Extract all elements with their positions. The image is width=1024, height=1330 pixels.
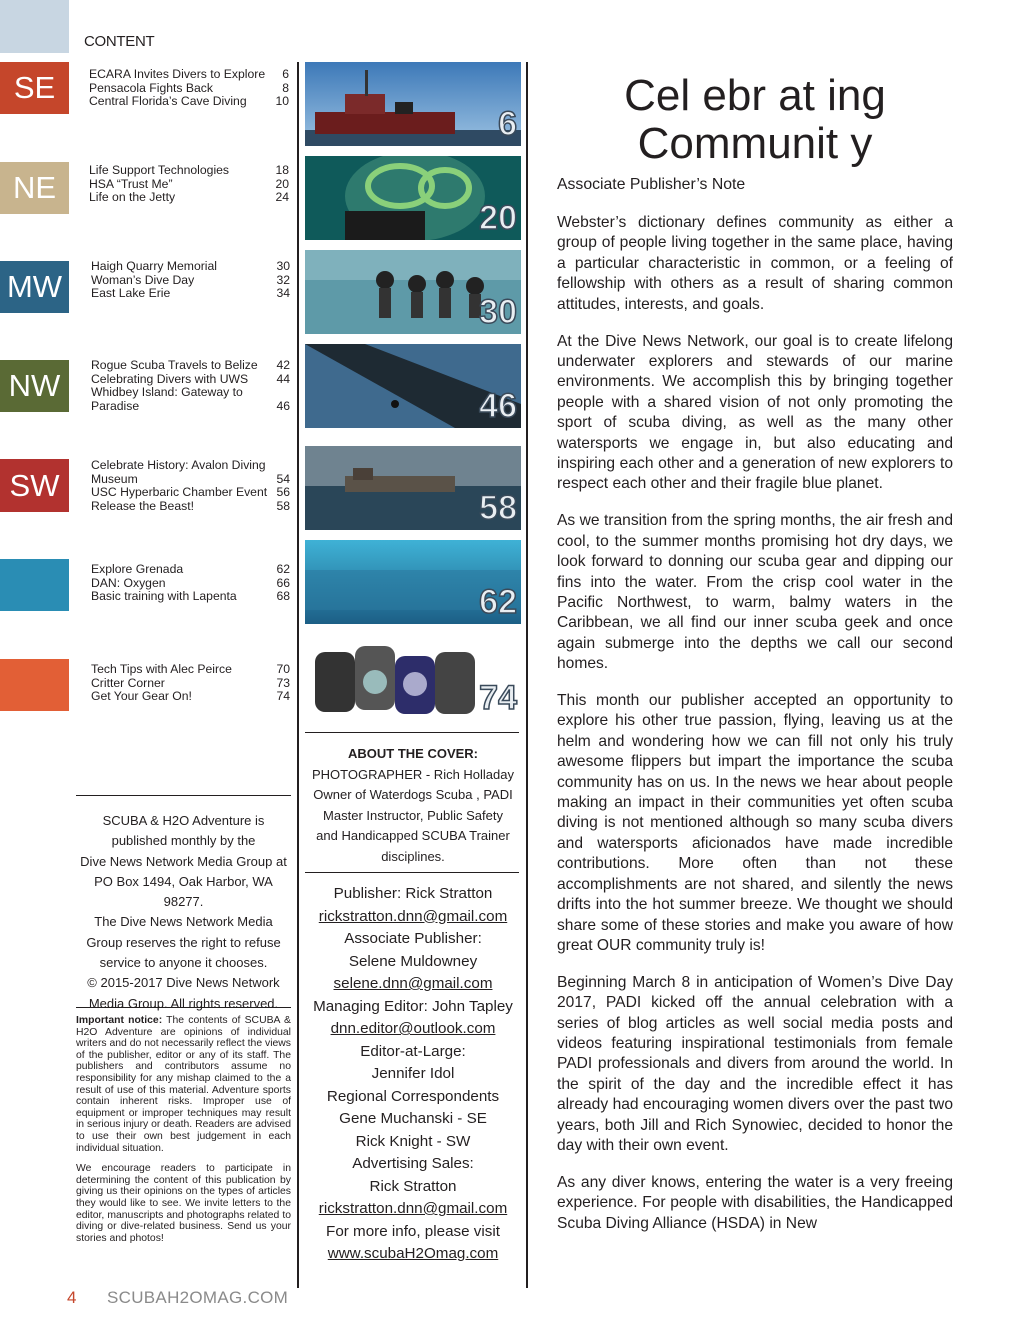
thumbnail-shipwreck[interactable] bbox=[305, 446, 521, 530]
important-notice bbox=[76, 1015, 291, 1244]
region-tab-nw[interactable]: NW bbox=[0, 360, 69, 412]
region-tab-sw[interactable]: SW bbox=[0, 459, 69, 512]
divider-cover-top bbox=[305, 732, 519, 733]
cover-heading: ABOUT THE COVER: bbox=[348, 746, 478, 761]
region-tab-mw[interactable]: MW bbox=[0, 261, 69, 313]
toc-item[interactable]: Get Your Gear On! 74 bbox=[91, 689, 290, 704]
toc-item[interactable]: Pensacola Fights Back 8 bbox=[89, 80, 289, 95]
thumbnail-diver-mask[interactable] bbox=[305, 156, 521, 240]
article-subtitle: Associate Publisher’s Note bbox=[557, 176, 746, 193]
toc-item[interactable]: Paradise 46 bbox=[91, 398, 290, 413]
notice-text: The contents of SCUBA & H2O Adventure are opinions of individual writers and do not necessarily reflect the views of the publisher, editor or any of its staff. The publishers and contributors assume no responsibility for any mishap claimed to the a result of use of this material. Adventure sports contain inherent risks. Improper use of equipment or improper techniques may result in serious injury or death. Readers are advised to use their own best judgement in each individual situation. bbox=[76, 1015, 291, 1154]
thumbnail-number: 46 bbox=[479, 387, 517, 425]
thumbnail-boat[interactable] bbox=[305, 62, 521, 146]
article-paragraph: Webster’s dictionary defines community as either a group of people living together in the same place, having a particular characteristic in common, or a feeling of fellowship with others as a result of sharing common attitudes, interests, and goals. bbox=[557, 214, 953, 313]
toc-item[interactable]: Tech Tips with Alec Peirce 70 bbox=[91, 662, 290, 676]
toc-orange bbox=[91, 663, 290, 704]
website-link[interactable]: www.scubaH2Omag.com bbox=[327, 1245, 499, 1262]
thumbnail-jetty[interactable] bbox=[305, 344, 521, 428]
toc-item[interactable]: Life on the Jetty 24 bbox=[89, 190, 289, 205]
email-link[interactable]: dnn.editor@outlook.com bbox=[330, 1020, 496, 1037]
toc-se bbox=[89, 68, 289, 109]
notice-text-2: We encourage readers to participate in determining the content of this publication by giving us their opinions on the types of articles they would like to see. We invite letters to the editor, manuscripts and photographs related to diving or dive-related business. Send us your stories and photos! bbox=[76, 1163, 291, 1244]
region-tab-orange[interactable] bbox=[0, 659, 69, 711]
page-number: 4 bbox=[67, 1288, 77, 1307]
toc-item[interactable]: HSA “Trust Me” 20 bbox=[89, 176, 289, 191]
thumbnail-number: 74 bbox=[479, 679, 517, 717]
toc-item[interactable]: USC Hyperbaric Chamber Event 56 bbox=[91, 485, 290, 500]
content-heading: CONTENT bbox=[84, 33, 155, 50]
toc-ne bbox=[89, 164, 289, 205]
column-divider-right bbox=[526, 62, 528, 1288]
thumbnail-dive-computers[interactable] bbox=[305, 632, 521, 720]
article-title: Cel ebr at ing Communit y bbox=[624, 71, 886, 168]
notice-label: Important notice: bbox=[76, 1015, 163, 1026]
divider-cover-bottom bbox=[305, 872, 519, 873]
site-footer: SCUBAH2OMAG.COM bbox=[107, 1288, 289, 1307]
toc-item[interactable]: Critter Corner 73 bbox=[91, 675, 290, 690]
top-color-block bbox=[0, 0, 69, 53]
about-the-cover: ABOUT THE COVER: PHOTOGRAPHER - Rich Holladay Owner of Waterdogs Scuba , PADI Master Instructor, Public Safety and Handicapped SCUBA Trainer disciplines. bbox=[305, 744, 521, 867]
email-link[interactable]: selene.dnn@gmail.com bbox=[333, 975, 493, 992]
toc-item[interactable]: Central Florida’s Cave Diving 10 bbox=[89, 94, 289, 109]
toc-item[interactable]: Life Support Technologies 18 bbox=[89, 163, 289, 177]
toc-item[interactable]: Explore Grenada 62 bbox=[91, 562, 290, 576]
thumbnail-number: 62 bbox=[479, 583, 517, 621]
column-divider-left bbox=[297, 62, 299, 1288]
article-paragraph: As we transition from the spring months, the air fresh and cool, to the summer months promising hot dry days, we look forward to donning our scuba gear and dipping our fins into the water. From the crisp cool water in the Pacific Northwest, to warm, balmy waters in the Caribbean, we all find our inner scuba geek and once again submerge into the depths we call our second homes. bbox=[557, 512, 953, 673]
toc-item[interactable]: Release the Beast! 58 bbox=[91, 498, 290, 513]
article-body bbox=[557, 213, 953, 1251]
toc-nw bbox=[91, 359, 290, 413]
toc-item[interactable]: Museum 54 bbox=[91, 471, 290, 486]
toc-item[interactable]: ECARA Invites Divers to Explore 6 bbox=[89, 67, 289, 81]
staff-credits: Publisher: Rick Stratton rickstratton.dnn@gmail.com Associate Publisher: Selene Muldowney selene.dnn@gmail.com Managing Editor: John Tapley dnn.editor@outlook.com Editor-at-Large: Jennifer Idol Regional Correspondents Gene Muchanski - SE Rick Knight - SW Advertising Sales: Rick Stratton rickstratton.dnn@gmail.com For more info, please visit www.scubaH2Omag.com bbox=[305, 883, 521, 1266]
email-link[interactable]: rickstratton.dnn@gmail.com bbox=[318, 907, 508, 925]
toc-item[interactable]: Celebrating Divers with UWS 44 bbox=[91, 371, 290, 386]
thumbnail-number: 30 bbox=[479, 293, 517, 331]
article-paragraph: At the Dive News Network, our goal is to create lifelong underwater explorers and stewards of our marine environments. We accomplish this by bringing together people with a shared vision of not only promoting the sport of scuba diving, as well as the many other watersports we engage in, but also educating and inspiring each other and a generation of new explorers to respect each other and their fragile blue planet. bbox=[557, 332, 953, 493]
toc-item[interactable]: East Lake Erie 34 bbox=[91, 286, 290, 301]
toc-blue bbox=[91, 563, 290, 604]
article-paragraph: Beginning March 8 in anticipation of Women’s Dive Day 2017, PADI kicked off the annual celebration with a series of blog articles as well social media posts and videos featuring inspirational testimonials from female PADI professionals and divers from around the world. In the spirit of the day and the incredible effect it has already had encouraging women divers over the past two years, both Jill and Rich Synowiec, decided to honor the day with their own event. bbox=[557, 973, 953, 1155]
thumbnail-number: 6 bbox=[498, 105, 517, 143]
article-paragraph: As any diver knows, entering the water is a very freeing experience. For people with disabilities, the Handicapped Scuba Diving Alliance (HSDA) in New bbox=[557, 1173, 953, 1232]
thumbnail-number: 20 bbox=[479, 199, 517, 237]
toc-sw bbox=[91, 459, 290, 513]
toc-item[interactable]: Haigh Quarry Memorial 30 bbox=[91, 259, 290, 273]
thumbnail-underwater[interactable] bbox=[305, 540, 521, 624]
region-tab-ne[interactable]: NE bbox=[0, 162, 69, 214]
article-paragraph: This month our publisher accepted an opportunity to explore his other true passion, flying, leaving us at the helm and wondering how we can fill not only his truly awesome flippers but impart the importance the scuba community has on us. In the news we hear about people making an impact in their communities yet often scuba diving is not mentioned although so many scuba divers and watersports aficionados have made incredible contributions. More often than not these accomplishments are not shared, and silently the news drifts into the hot summer breeze. We thought we should share some of these stories and make you aware of how great OUR community truly is! bbox=[557, 692, 953, 954]
thumbnail-number: 58 bbox=[479, 489, 517, 527]
toc-item[interactable]: Celebrate History: Avalon Diving bbox=[91, 458, 266, 472]
region-tab-blue[interactable] bbox=[0, 559, 69, 611]
toc-item[interactable]: Basic training with Lapenta 68 bbox=[91, 589, 290, 604]
toc-mw bbox=[91, 260, 290, 301]
divider-pub-top bbox=[76, 795, 291, 796]
email-link[interactable]: rickstratton.dnn@gmail.com bbox=[318, 1200, 508, 1217]
toc-item[interactable]: Whidbey Island: Gateway to bbox=[91, 385, 243, 400]
boat-image bbox=[305, 62, 521, 146]
toc-item[interactable]: Woman’s Dive Day 32 bbox=[91, 272, 290, 287]
thumbnail-divers-surface[interactable] bbox=[305, 250, 521, 334]
region-tab-se[interactable]: SE bbox=[0, 62, 69, 114]
toc-item[interactable]: Rogue Scuba Travels to Belize 42 bbox=[91, 358, 290, 372]
toc-item[interactable]: DAN: Oxygen 66 bbox=[91, 575, 290, 590]
publisher-info: SCUBA & H2O Adventure is published monthly by the Dive News Network Media Group at PO Box 1494, Oak Harbor, WA 98277. The Dive News Network Media Group reserves the right to refuse service to anyone it chooses. © 2015-2017 Dive News Network Media Group. All rights reserved. bbox=[80, 813, 287, 1011]
